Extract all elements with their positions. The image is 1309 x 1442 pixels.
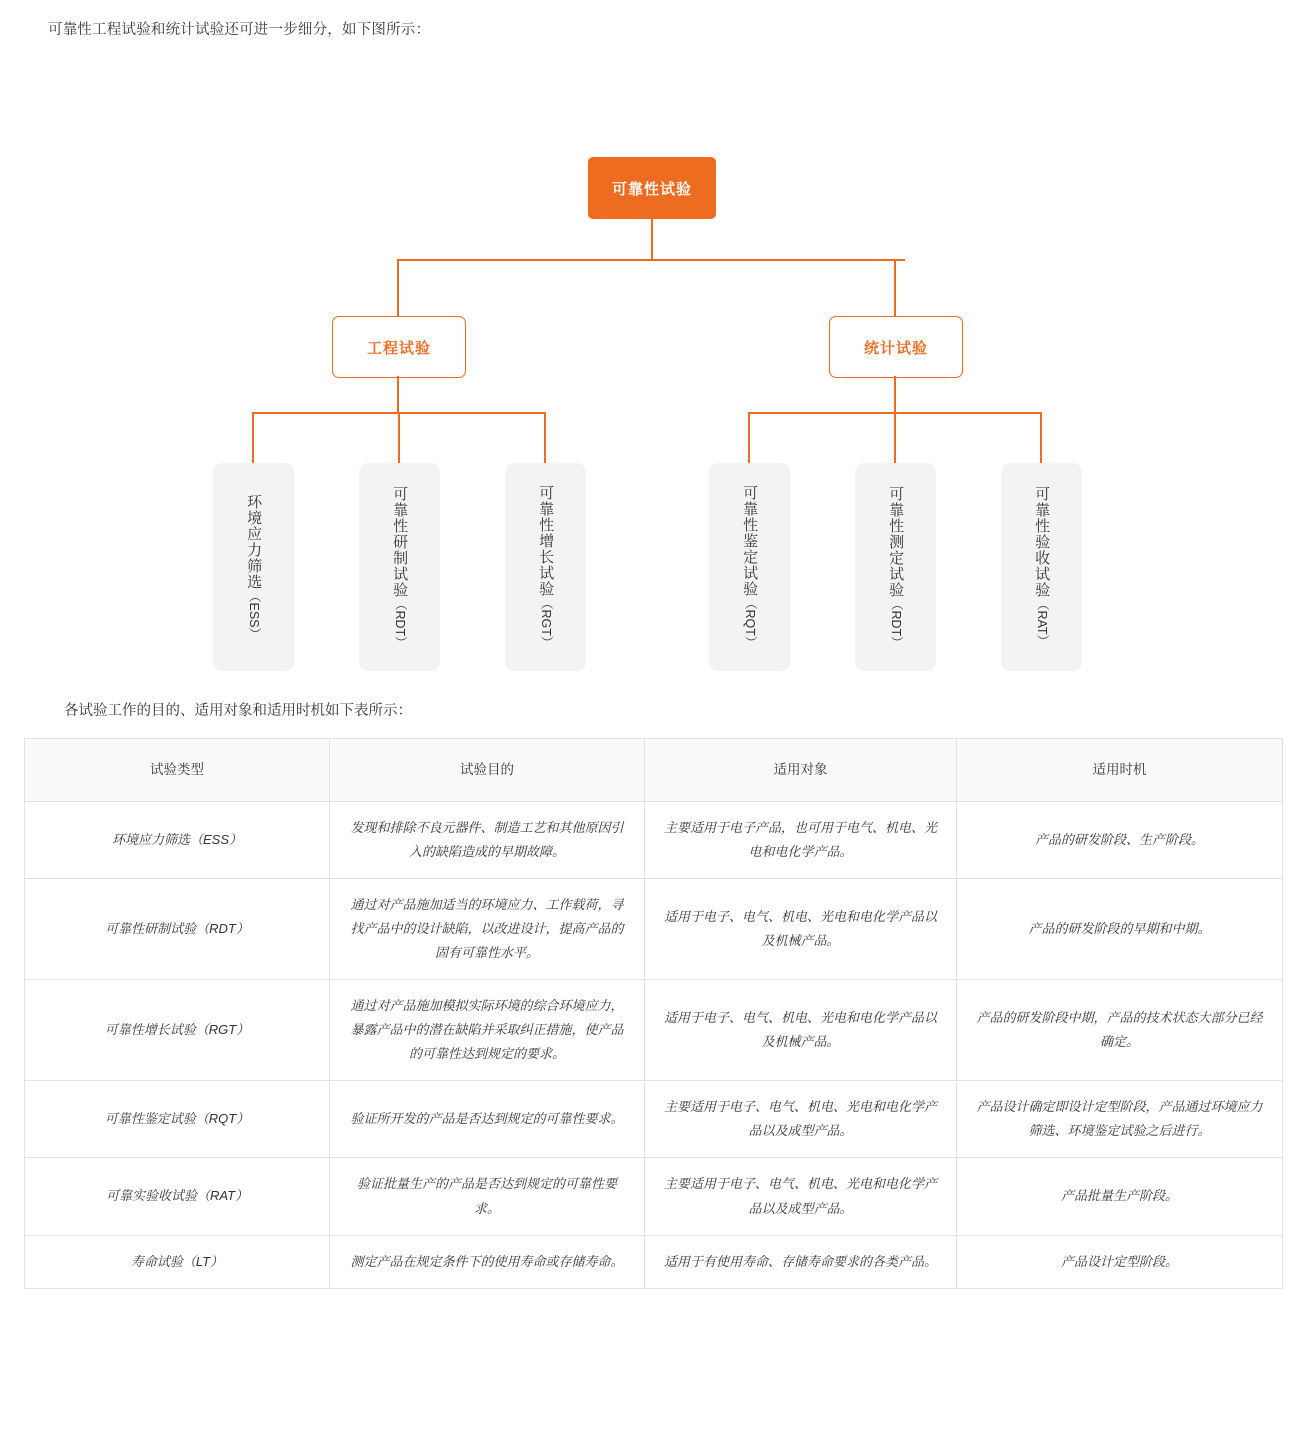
cell-timing: 产品的研发阶段中期，产品的技术状态大部分已经确定。 (957, 980, 1283, 1081)
connector-branch-right-drop (894, 259, 896, 316)
cell-object: 主要适用于电子、电气、机电、光电和电化学产品以及成型产品。 (645, 1081, 957, 1158)
table-row (25, 802, 1283, 879)
tree-leaf-rat-label: 可靠性验收试验 (1033, 486, 1051, 599)
table-caption: 各试验工作的目的、适用对象和适用时机如下表所示： (64, 703, 412, 719)
tree-leaf-rat (1001, 463, 1082, 671)
table-header-object: 适用对象 (645, 739, 957, 802)
connector-leaf-ess (252, 412, 254, 464)
connector-branch-bus (397, 259, 905, 261)
table-row (25, 980, 1283, 1081)
cell-purpose: 测定产品在规定条件下的使用寿命或存储寿命。 (330, 1235, 645, 1288)
cell-object: 适用于电子、电气、机电、光电和电化学产品以及机械产品。 (645, 980, 957, 1081)
table-row (25, 1081, 1283, 1158)
cell-type: 可靠性鉴定试验（RQT） (25, 1081, 330, 1158)
cell-purpose: 发现和排除不良元器件、制造工艺和其他原因引入的缺陷造成的早期故障。 (330, 802, 645, 879)
table-row (25, 1235, 1283, 1288)
connector-left-stem (397, 376, 399, 412)
connector-leaf-rdt1 (398, 412, 400, 464)
cell-object: 主要适用于电子产品，也可用于电气、机电、光电和电化学产品。 (645, 802, 957, 879)
cell-object: 适用于有使用寿命、存储寿命要求的各类产品。 (645, 1235, 957, 1288)
connector-right-stem (894, 376, 896, 412)
tree-leaf-rdt-dev-label: 可靠性研制试验 (391, 485, 409, 598)
tree-leaf-rgt-code: （RGT） (539, 597, 554, 649)
reliability-test-tree-diagram (0, 39, 1309, 699)
cell-type: 环境应力筛选（ESS） (25, 802, 330, 879)
table-row (25, 879, 1283, 980)
cell-object: 主要适用于电子、电气、机电、光电和电化学产品以及成型产品。 (645, 1158, 957, 1235)
connector-branch-left-drop (397, 259, 399, 316)
tree-node-statistical-test (829, 316, 963, 378)
tree-node-statistical-test-label: 统计试验 (863, 339, 928, 357)
table-header-row (25, 739, 1283, 802)
cell-purpose: 验证批量生产的产品是否达到规定的可靠性要求。 (330, 1158, 645, 1235)
connector-leaf-rgt (544, 412, 546, 464)
cell-timing: 产品设计确定即设计定型阶段，产品通过环境应力筛选、环境鉴定试验之后进行。 (957, 1081, 1283, 1158)
bottom-spacer (0, 1289, 1309, 1309)
connector-leaf-rat (1040, 412, 1042, 464)
tree-leaf-rqt-label: 可靠性鉴定试验 (741, 485, 759, 598)
tree-leaf-rgt-label: 可靠性增长试验 (537, 485, 555, 598)
test-summary-table (24, 738, 1283, 1289)
cell-purpose: 验证所开发的产品是否达到规定的可靠性要求。 (330, 1081, 645, 1158)
cell-type: 寿命试验（LT） (25, 1235, 330, 1288)
tree-leaf-rqt (709, 463, 790, 671)
cell-object: 适用于电子、电气、机电、光电和电化学产品以及机械产品。 (645, 879, 957, 980)
tree-leaf-rgt (505, 463, 586, 671)
table-header-timing: 适用时机 (957, 739, 1283, 802)
intro-paragraph: 可靠性工程试验和统计试验还可进一步细分，如下图所示： (48, 22, 431, 38)
tree-node-root-label: 可靠性试验 (611, 180, 692, 198)
table-header-type: 试验类型 (25, 739, 330, 802)
cell-type: 可靠实验收试验（RAT） (25, 1158, 330, 1235)
tree-leaf-rdt-dev (359, 463, 440, 671)
tree-leaf-rdt-measure-label: 可靠性测定试验 (887, 485, 905, 598)
tree-leaf-rdt-measure (855, 463, 936, 671)
tree-node-root (588, 157, 716, 219)
cell-type: 可靠性研制试验（RDT） (25, 879, 330, 980)
connector-leaf-rdt2 (894, 412, 896, 464)
cell-timing: 产品设计定型阶段。 (957, 1235, 1283, 1288)
cell-type: 可靠性增长试验（RGT） (25, 980, 330, 1081)
cell-timing: 产品的研发阶段、生产阶段。 (957, 802, 1283, 879)
tree-leaf-ess-label: 环境应力筛选 (245, 493, 263, 590)
table-row (25, 1158, 1283, 1235)
tree-leaf-rdt-dev-code: （RDT） (393, 597, 408, 649)
tree-leaf-ess-code: （ESS） (247, 589, 262, 640)
tree-node-engineering-test (332, 316, 466, 378)
connector-leaf-rqt (748, 412, 750, 464)
tree-leaf-rqt-code: （RQT） (743, 597, 758, 649)
tree-leaf-rat-code: （RAT） (1035, 598, 1050, 648)
tree-leaf-rdt-measure-code: （RDT） (889, 597, 904, 649)
table-header-purpose: 试验目的 (330, 739, 645, 802)
cell-purpose: 通过对产品施加模拟实际环境的综合环境应力，暴露产品中的潜在缺陷并采取纠正措施，使产品的可靠性达到规定的要求。 (330, 980, 645, 1081)
tree-leaf-ess (213, 463, 294, 671)
cell-purpose: 通过对产品施加适当的环境应力、工作载荷，寻找产品中的设计缺陷，以改进设计，提高产品的固有可靠性水平。 (330, 879, 645, 980)
cell-timing: 产品的研发阶段的早期和中期。 (957, 879, 1283, 980)
tree-node-engineering-test-label: 工程试验 (366, 339, 431, 357)
cell-timing: 产品批量生产阶段。 (957, 1158, 1283, 1235)
connector-root-stem (651, 219, 653, 259)
